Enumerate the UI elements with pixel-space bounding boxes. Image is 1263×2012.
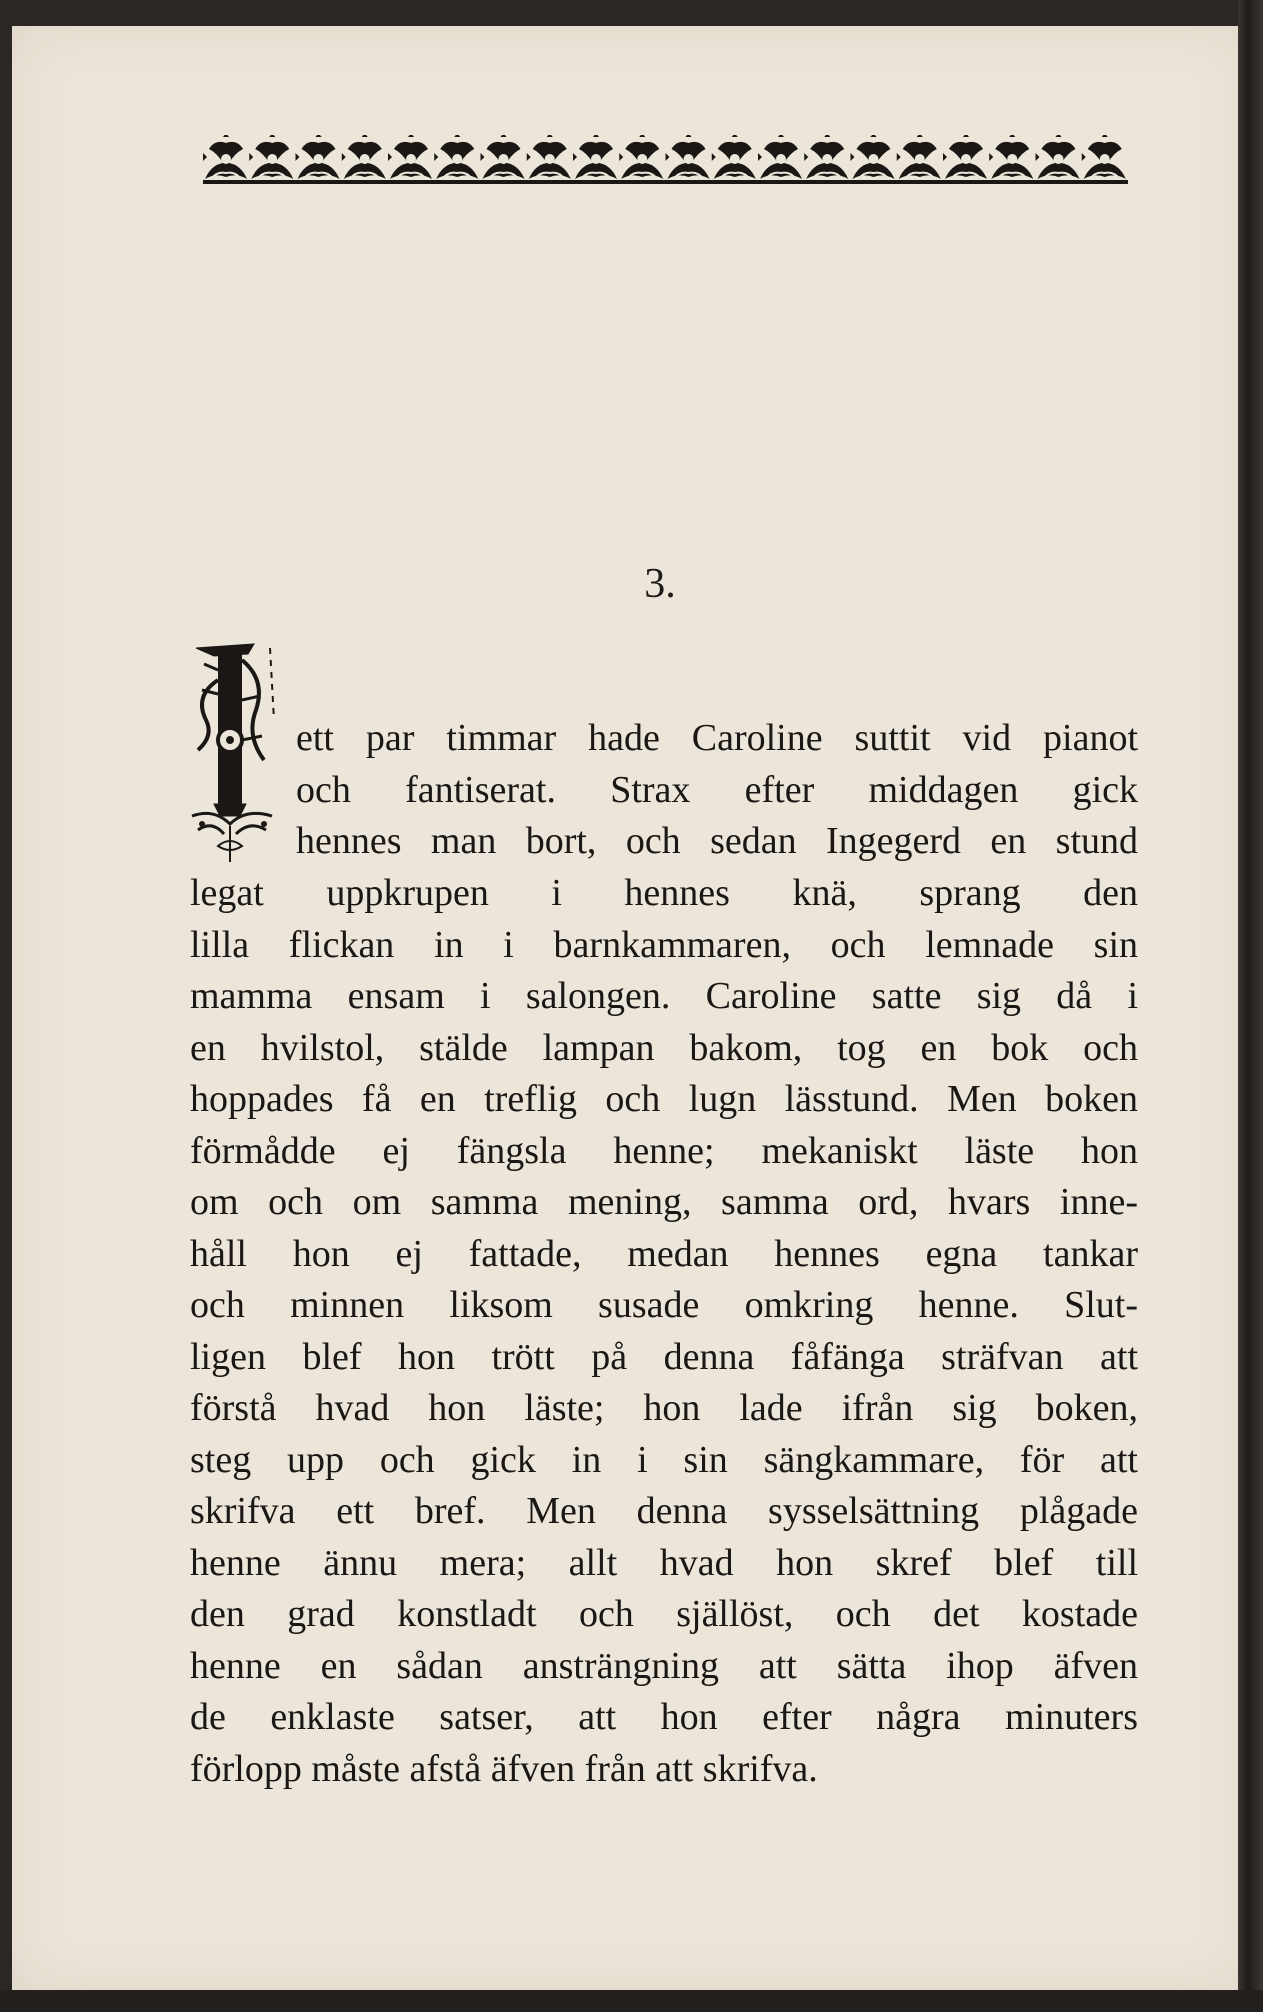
text-line: och minnen liksom susade omkring henne. Slut- bbox=[190, 1284, 1138, 1326]
text-line: henne ännu mera; allt hvad hon skref blef till bbox=[190, 1541, 1138, 1584]
text-line: ligen blef hon trött på denna fåfänga sträfvan att bbox=[190, 1335, 1138, 1378]
text-line: hennes man bort, och sedan Ingegerd en stund bbox=[296, 820, 1138, 862]
text-line: håll hon ej fattade, medan hennes egna tankar bbox=[190, 1232, 1138, 1275]
text-line: hoppades få en treflig och lugn lässtund. Men boken bbox=[190, 1078, 1138, 1120]
text-line: ett par timmar hade Caroline suttit vid pianot bbox=[296, 717, 1138, 759]
text-line: förstå hvad hon läste; hon lade ifrån sig boken, bbox=[190, 1387, 1138, 1429]
text-line: förmådde ej fängsla henne; mekaniskt läste hon bbox=[190, 1129, 1138, 1172]
indented-opening-lines bbox=[296, 713, 1138, 868]
text-line: steg upp och gick in i sin sängkammare, för att bbox=[190, 1438, 1138, 1481]
text-line: mamma ensam i salongen. Caroline satte sig då i bbox=[190, 975, 1138, 1017]
ornamental-initial-letter bbox=[184, 640, 284, 865]
ornament-baseline bbox=[203, 180, 1128, 184]
text-line: lilla flickan in i barnkammaren, och lemnade sin bbox=[190, 923, 1138, 966]
text-line: och fantiserat. Strax efter middagen gick bbox=[296, 768, 1138, 811]
text-line: de enklaste satser, att hon efter några minuters bbox=[190, 1696, 1138, 1738]
section-number: 3. bbox=[644, 561, 676, 607]
text-line: den grad konstladt och själlöst, och det kostade bbox=[190, 1593, 1138, 1635]
paragraph-body bbox=[190, 868, 1138, 1795]
text-line: henne en sådan ansträngning att sätta ihop äfven bbox=[190, 1644, 1138, 1687]
text-line: skrifva ett bref. Men denna sysselsättning plågade bbox=[190, 1490, 1138, 1532]
text-line: legat uppkrupen i hennes knä, sprang den bbox=[190, 872, 1138, 914]
text-line: om och om samma mening, samma ord, hvars inne- bbox=[190, 1181, 1138, 1223]
text-line: förlopp måste afstå äfven från att skrifva. bbox=[190, 1747, 818, 1790]
text-line: en hvilstol, stälde lampan bakom, tog en bok och bbox=[190, 1026, 1138, 1069]
book-spine-edge bbox=[1238, 0, 1263, 2012]
book-bottom-edge bbox=[0, 1990, 1263, 2012]
decorative-header-border bbox=[203, 135, 1128, 185]
